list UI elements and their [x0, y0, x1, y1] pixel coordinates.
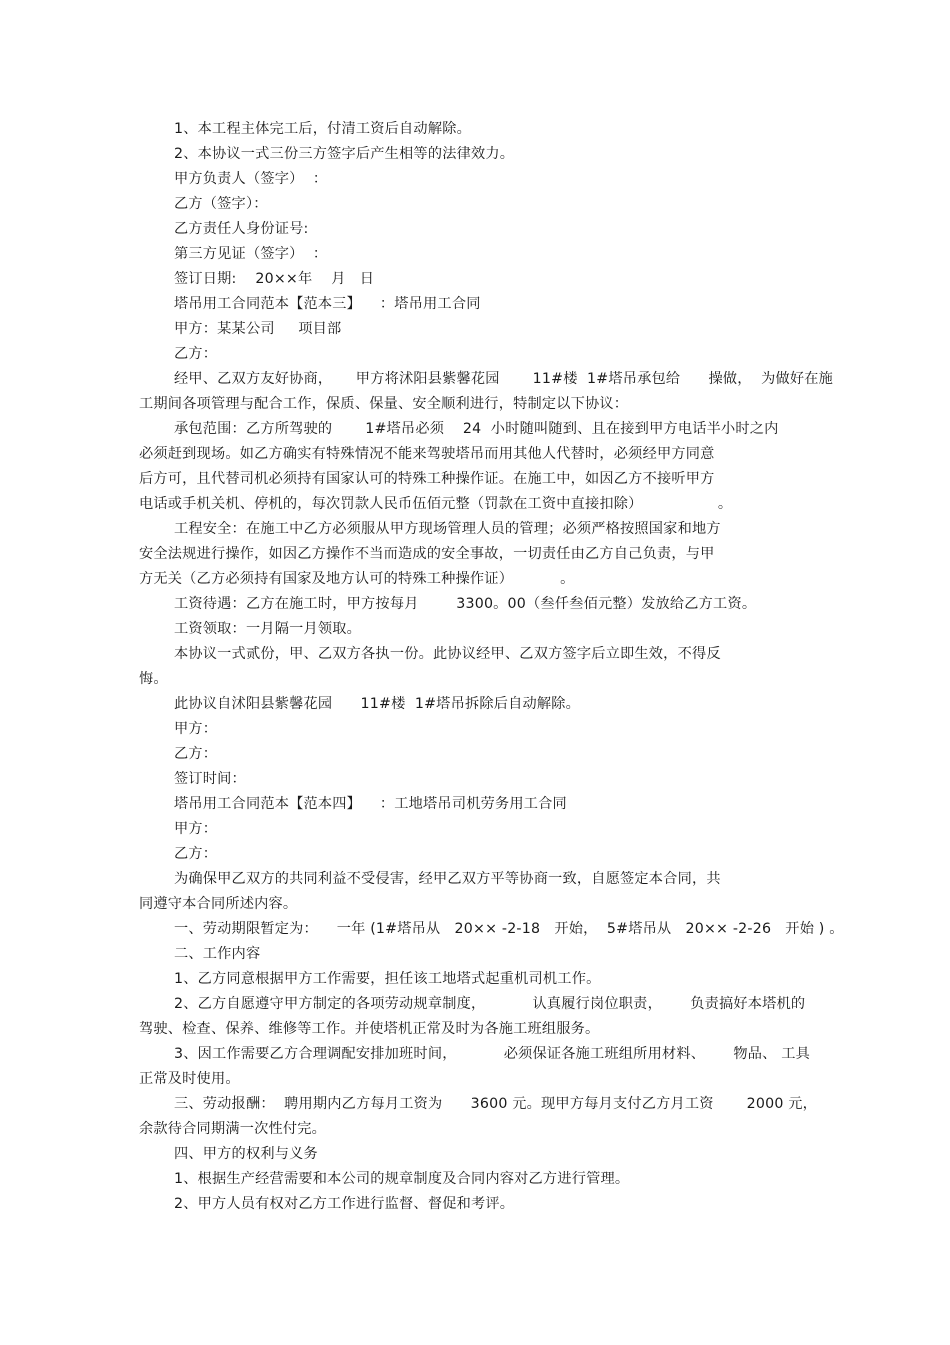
- text-line: 必须赶到现场。如乙方确实有特殊情况不能来驾驶塔吊而用其他人代替时，必须经甲方同意: [139, 446, 715, 462]
- signature-label: 第三方见证（签字） ：: [174, 246, 328, 262]
- text-line: 工资待遇：乙方在施工时，甲方按每月 3300。00（叁仟叁佰元整）发放给乙方工资。: [174, 596, 757, 612]
- signature-label: 乙方（签字）：: [174, 196, 268, 212]
- party-a: 甲方：: [174, 821, 218, 837]
- text-line: 1、乙方同意根据甲方工作需要，担任该工地塔式起重机司机工作。: [174, 971, 601, 987]
- signature-label: 乙方责任人身份证号:: [174, 221, 309, 237]
- text-line: 同遵守本合同所述内容。: [139, 896, 298, 912]
- text-line: 后方可，且代替司机必须持有国家认可的特殊工种操作证。在施工中，如因乙方不接听甲方: [139, 471, 715, 487]
- text-line: 余款待合同期满一次性付完。: [139, 1121, 327, 1137]
- text-line: 方无关（乙方必须持有国家及地方认可的特殊工种操作证） 。: [139, 571, 575, 587]
- text-line: 经甲、乙双方友好协商， 甲方将沭阳县紫馨花园 11#楼 1#塔吊承包给 操做， 为做好在施: [174, 371, 834, 387]
- text-line: 2、本协议一式三份三方签字后产生相等的法律效力。: [174, 146, 515, 162]
- text-line: 3、因工作需要乙方合理调配安排加班时间， 必须保证各施工班组所用材料、 物品、 工具: [174, 1046, 811, 1062]
- text-line: 本协议一式贰份，甲、乙双方各执一份。此协议经甲、乙双方签字后立即生效，不得反: [174, 646, 721, 662]
- text-line: 工程安全：在施工中乙方必须服从甲方现场管理人员的管理；必须严格按照国家和地方: [174, 521, 721, 537]
- text-line: 2、甲方人员有权对乙方工作进行监督、督促和考评。: [174, 1196, 515, 1212]
- text-line: 安全法规进行操作，如因乙方操作不当而造成的安全事故，一切责任由乙方自己负责，与甲: [139, 546, 715, 562]
- text-line: 承包范围：乙方所驾驶的 1#塔吊必须 24 小时随叫随到、且在接到甲方电话半小时之内: [174, 421, 779, 437]
- party-b: 乙方：: [174, 846, 218, 862]
- text-line: 为确保甲乙双方的共同利益不受侵害，经甲乙双方平等协商一致，自愿签定本合同，共: [174, 871, 721, 887]
- text-line: 工资领取：一月隔一月领取。: [174, 621, 362, 637]
- text-line: 1、本工程主体完工后，付清工资后自动解除。: [174, 121, 471, 137]
- section-heading: 塔吊用工合同范本【范本四】 ：工地塔吊司机劳务用工合同: [174, 796, 567, 812]
- text-line: 驾驶、检查、保养、维修等工作。并使塔机正常及时为各施工班组服务。: [139, 1021, 600, 1037]
- text-line: 工期间各项管理与配合工作，保质、保量、安全顺利进行，特制定以下协议：: [139, 396, 629, 412]
- text-line: 2、乙方自愿遵守甲方制定的各项劳动规章制度， 认真履行岗位职责， 负责搞好本塔机的: [174, 996, 806, 1012]
- text-line: 悔。: [139, 671, 168, 687]
- party-b: 乙方：: [174, 346, 218, 362]
- text-line: 此协议自沭阳县紫馨花园 11#楼 1#塔吊拆除后自动解除。: [174, 696, 581, 712]
- text-line: 正常及时使用。: [139, 1071, 240, 1087]
- section-heading: 二、工作内容: [174, 946, 261, 962]
- signature-label: 甲方负责人（签字） ：: [174, 171, 328, 187]
- section-heading: 塔吊用工合同范本【范本三】 ：塔吊用工合同: [174, 296, 481, 312]
- section-heading: 四、甲方的权利与义务: [174, 1146, 318, 1162]
- text-line: 一、劳动期限暂定为： 一年 (1#塔吊从 20×× -2-18 开始， 5#塔吊从 20×× -2-26 开始 ) 。: [174, 921, 844, 937]
- text-line: 1、根据生产经营需要和本公司的规章制度及合同内容对乙方进行管理。: [174, 1171, 630, 1187]
- party-a: 甲方：: [174, 721, 218, 737]
- party-b: 乙方：: [174, 746, 218, 762]
- sign-date: 签订日期: 20××年 月 日: [174, 271, 375, 287]
- text-line: 电话或手机关机、停机的，每次罚款人民币伍佰元整（罚款在工资中直接扣除） 。: [139, 496, 733, 512]
- text-line: 三、劳动报酬： 聘用期内乙方每月工资为 3600 元。现甲方每月支付乙方月工资 2000 元，: [174, 1096, 818, 1112]
- sign-date: 签订时间：: [174, 771, 246, 787]
- party-a: 甲方：某某公司 项目部: [174, 321, 342, 337]
